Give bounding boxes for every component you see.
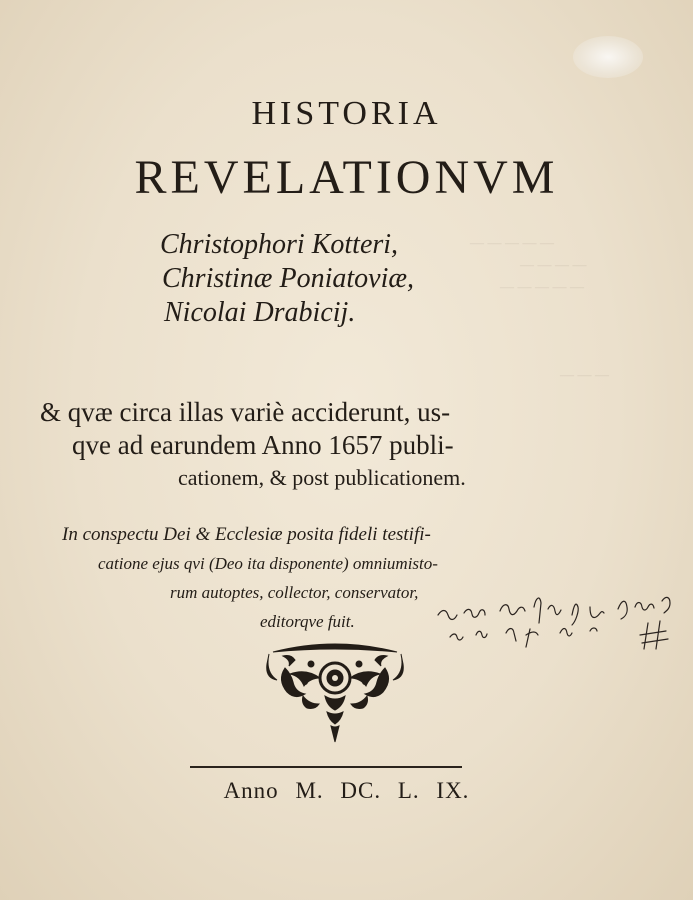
printers-ornament xyxy=(265,638,405,748)
subtitle-line-4: editorqve fuit. xyxy=(260,612,355,631)
imprint-date xyxy=(0,778,693,804)
handwritten-annotation xyxy=(430,585,690,655)
subtitle-line-3: rum autoptes, collector, conservator, xyxy=(170,583,419,602)
imprint-rule xyxy=(190,766,462,768)
bleed-through-text: — — — — xyxy=(520,258,587,273)
name-poniatovia: Christinæ Poniatoviæ, xyxy=(162,263,415,294)
description-line-1: & qvæ circa illas variè acciderunt, us- xyxy=(40,397,451,427)
bleed-through-text: — — — xyxy=(560,368,609,383)
title-line-1: HISTORIA xyxy=(251,95,442,132)
imprint-l: L. xyxy=(397,778,420,803)
name-kotter: Christophori Kotteri, xyxy=(160,229,399,260)
paper-stain xyxy=(573,36,643,78)
name-drabicius: Nicolai Drabicij. xyxy=(164,297,356,328)
title-line-2: REVELATIONVM xyxy=(134,151,559,204)
description-line-3: cationem, & post publicationem. xyxy=(178,465,466,490)
subtitle-line-2: catione ejus qvi (Deo ita disponente) omniumisto- xyxy=(98,554,438,573)
subtitle-line-1: In conspectu Dei & Ecclesiæ posita fideli testifi- xyxy=(62,524,431,545)
bleed-through-text: — — — — — xyxy=(470,236,554,251)
description-line-2: qve ad earundem Anno 1657 publi- xyxy=(72,430,454,460)
imprint-ix: IX. xyxy=(436,778,470,803)
imprint-anno: Anno xyxy=(223,778,279,803)
imprint-m: M. xyxy=(295,778,324,803)
author-names xyxy=(160,228,414,330)
description xyxy=(40,396,650,494)
bleed-through-text: — — — — — xyxy=(500,280,584,295)
imprint-dc: DC. xyxy=(340,778,382,803)
